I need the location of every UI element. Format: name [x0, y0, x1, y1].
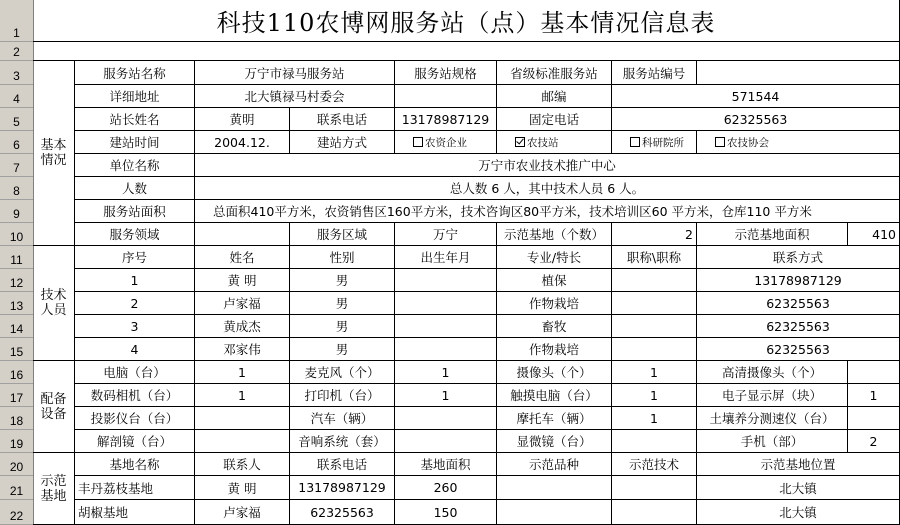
tech-cell-title[interactable]: [612, 292, 697, 315]
equip-label[interactable]: 显微镜（台）: [497, 430, 612, 453]
label-demo-area[interactable]: 示范基地面积: [697, 223, 848, 246]
build-mode-label: 科研院所: [642, 136, 684, 149]
row-number[interactable]: 3: [0, 61, 33, 85]
tech-cell-sex[interactable]: 男: [290, 315, 395, 338]
equip-value[interactable]: 2: [848, 430, 900, 453]
value-phone[interactable]: 13178987129: [395, 108, 497, 131]
tech-header[interactable]: 出生年月: [395, 246, 497, 269]
equip-label[interactable]: 麦克风（个）: [290, 361, 395, 384]
equip-label[interactable]: 摩托车（辆）: [497, 407, 612, 430]
tech-header[interactable]: 联系方式: [697, 246, 900, 269]
equip-value[interactable]: [848, 361, 900, 384]
demo-header[interactable]: 联系电话: [290, 453, 395, 476]
section-demo[interactable]: 示范 基地: [33, 453, 75, 525]
demo-cell-area[interactable]: 260: [395, 476, 497, 500]
tech-cell-no[interactable]: 4: [75, 338, 195, 361]
equip-label[interactable]: 触摸电脑（台）: [497, 384, 612, 407]
demo-header[interactable]: 示范技术: [612, 453, 697, 476]
equip-value[interactable]: [848, 407, 900, 430]
equip-label[interactable]: 手机（部）: [697, 430, 848, 453]
row-number[interactable]: 11: [0, 246, 33, 269]
row-number[interactable]: 19: [0, 430, 33, 453]
tech-header[interactable]: 序号: [75, 246, 195, 269]
equip-value[interactable]: 1: [612, 361, 697, 384]
section-equip[interactable]: 配备 设备: [33, 361, 75, 453]
label-phone[interactable]: 联系电话: [290, 108, 395, 131]
tech-cell-contact[interactable]: 62325563: [697, 338, 900, 361]
value-station-spec[interactable]: 省级标准服务站: [497, 61, 612, 85]
build-mode-checkbox[interactable]: [630, 135, 684, 150]
tech-cell-sex[interactable]: 男: [290, 338, 395, 361]
build-mode-label: 农技站: [527, 136, 559, 149]
equip-value[interactable]: [395, 430, 497, 453]
label-head-name[interactable]: 站长姓名: [75, 108, 195, 131]
row-number[interactable]: 22: [0, 500, 33, 525]
label-build-time[interactable]: 建站时间: [75, 131, 195, 154]
demo-header[interactable]: 基地面积: [395, 453, 497, 476]
build-mode-option[interactable]: [612, 131, 697, 154]
demo-cell-tech[interactable]: [612, 500, 697, 525]
label-unit-name[interactable]: 单位名称: [75, 154, 195, 177]
value-station-code[interactable]: [697, 61, 900, 85]
demo-cell-phone[interactable]: 13178987129: [290, 476, 395, 500]
demo-header[interactable]: 基地名称: [75, 453, 195, 476]
tech-cell-birth[interactable]: [395, 292, 497, 315]
demo-header[interactable]: 联系人: [195, 453, 290, 476]
demo-cell-contact[interactable]: 黄 明: [195, 476, 290, 500]
tech-cell-major[interactable]: 畜牧: [497, 315, 612, 338]
equip-label[interactable]: 解剖镜（台）: [75, 430, 195, 453]
value-station-area[interactable]: 总面积410平方米，农资销售区160平方米，技术咨询区80平方米，技术培训区60 平方米，仓库110 平方米: [195, 200, 900, 223]
tech-cell-no[interactable]: 1: [75, 269, 195, 292]
label-headcount[interactable]: 人数: [75, 177, 195, 200]
equip-label[interactable]: 高清摄像头（个）: [697, 361, 848, 384]
row-number[interactable]: 5: [0, 108, 33, 131]
label-station-code[interactable]: 服务站编号: [612, 61, 697, 85]
equip-value[interactable]: [612, 430, 697, 453]
equip-value[interactable]: [195, 407, 290, 430]
row-number[interactable]: 12: [0, 269, 33, 292]
tech-cell-birth[interactable]: [395, 315, 497, 338]
tech-cell-major[interactable]: 作物栽培: [497, 338, 612, 361]
demo-cell-name[interactable]: 胡椒基地: [75, 500, 195, 525]
label-service-region[interactable]: 服务区域: [290, 223, 395, 246]
demo-cell-location[interactable]: 北大镇: [697, 476, 900, 500]
row-number[interactable]: 15: [0, 338, 33, 361]
value-unit-name[interactable]: 万宁市农业技术推广中心: [195, 154, 900, 177]
demo-header[interactable]: 示范品种: [497, 453, 612, 476]
equip-label[interactable]: 打印机（台）: [290, 384, 395, 407]
section-basic[interactable]: 基本 情况: [33, 61, 75, 246]
row-number[interactable]: 21: [0, 476, 33, 500]
label-postcode[interactable]: 邮编: [497, 85, 612, 108]
equip-value[interactable]: [195, 430, 290, 453]
cell[interactable]: [395, 85, 497, 108]
checkbox-empty-icon[interactable]: [630, 137, 640, 147]
value-headcount[interactable]: 总人数 6 人，其中技术人员 6 人。: [195, 177, 900, 200]
build-mode-label: 农资企业: [425, 136, 467, 149]
demo-cell-contact[interactable]: 卢家福: [195, 500, 290, 525]
section-tech[interactable]: 技术 人员: [33, 246, 75, 361]
row-number[interactable]: 9: [0, 200, 33, 223]
tech-cell-name[interactable]: 黄成杰: [195, 315, 290, 338]
row-number[interactable]: 18: [0, 407, 33, 430]
label-service-field[interactable]: 服务领域: [75, 223, 195, 246]
tech-cell-name[interactable]: 邓家伟: [195, 338, 290, 361]
build-mode-label: 农技协会: [727, 136, 769, 149]
value-service-region[interactable]: 万宁: [395, 223, 497, 246]
demo-cell-variety[interactable]: [497, 500, 612, 525]
checkbox-empty-icon[interactable]: [715, 137, 725, 147]
equip-value[interactable]: 1: [195, 361, 290, 384]
row-number[interactable]: 8: [0, 177, 33, 200]
row-number[interactable]: 16: [0, 361, 33, 384]
build-mode-checkbox[interactable]: [413, 135, 467, 150]
row-number[interactable]: 10: [0, 223, 33, 246]
checkbox-empty-icon[interactable]: [413, 137, 423, 147]
label-demo-count[interactable]: 示范基地（个数）: [497, 223, 612, 246]
value-service-field[interactable]: [195, 223, 290, 246]
equip-label[interactable]: 土壤养分测速仪（台）: [697, 407, 848, 430]
equip-label[interactable]: 数码相机（台）: [75, 384, 195, 407]
tech-cell-title[interactable]: [612, 269, 697, 292]
value-demo-count[interactable]: 2: [612, 223, 697, 246]
build-mode-checkbox[interactable]: [515, 135, 559, 150]
equip-value[interactable]: 1: [612, 384, 697, 407]
tech-cell-no[interactable]: 2: [75, 292, 195, 315]
demo-cell-name[interactable]: 丰丹荔枝基地: [75, 476, 195, 500]
demo-cell-area[interactable]: 150: [395, 500, 497, 525]
equip-value[interactable]: [395, 407, 497, 430]
tech-cell-title[interactable]: [612, 338, 697, 361]
row-number[interactable]: 2: [0, 42, 33, 61]
tech-cell-name[interactable]: 卢家福: [195, 292, 290, 315]
tech-cell-sex[interactable]: 男: [290, 292, 395, 315]
build-mode-option[interactable]: [497, 131, 612, 154]
demo-cell-phone[interactable]: 62325563: [290, 500, 395, 525]
tech-cell-title[interactable]: [612, 315, 697, 338]
tech-cell-contact[interactable]: 62325563: [697, 292, 900, 315]
tech-cell-contact[interactable]: 13178987129: [697, 269, 900, 292]
label-landline[interactable]: 固定电话: [497, 108, 612, 131]
row-number[interactable]: 1: [0, 0, 33, 42]
row-number[interactable]: 6: [0, 131, 33, 154]
equip-label[interactable]: 电子显示屏（块）: [697, 384, 848, 407]
build-mode-option[interactable]: [697, 131, 900, 154]
row-number[interactable]: 7: [0, 154, 33, 177]
value-postcode[interactable]: 571544: [612, 85, 900, 108]
demo-cell-variety[interactable]: [497, 476, 612, 500]
value-station-name[interactable]: 万宁市禄马服务站: [195, 61, 395, 85]
equip-value[interactable]: 1: [195, 384, 290, 407]
equip-label[interactable]: 投影仪台（台）: [75, 407, 195, 430]
checkbox-checked-icon[interactable]: [515, 137, 525, 147]
label-address[interactable]: 详细地址: [75, 85, 195, 108]
equip-label[interactable]: 摄像头（个）: [497, 361, 612, 384]
value-demo-area[interactable]: 410: [848, 223, 900, 246]
label-station-area[interactable]: 服务站面积: [75, 200, 195, 223]
tech-cell-birth[interactable]: [395, 269, 497, 292]
tech-cell-sex[interactable]: 男: [290, 269, 395, 292]
row-number[interactable]: 14: [0, 315, 33, 338]
row-number[interactable]: 4: [0, 85, 33, 108]
value-head-name[interactable]: 黄明: [195, 108, 290, 131]
row-number[interactable]: 17: [0, 384, 33, 407]
label-build-mode[interactable]: 建站方式: [290, 131, 395, 154]
tech-cell-no[interactable]: 3: [75, 315, 195, 338]
equip-value[interactable]: 1: [612, 407, 697, 430]
tech-header[interactable]: 姓名: [195, 246, 290, 269]
equip-label[interactable]: 音响系统（套）: [290, 430, 395, 453]
row-number[interactable]: 13: [0, 292, 33, 315]
demo-cell-tech[interactable]: [612, 476, 697, 500]
tech-header[interactable]: 性别: [290, 246, 395, 269]
sheet-title[interactable]: 科技110农博网服务站（点）基本情况信息表: [33, 0, 900, 42]
value-build-time[interactable]: 2004.12.: [195, 131, 290, 154]
equip-value[interactable]: 1: [395, 384, 497, 407]
tech-header[interactable]: 专业/特长: [497, 246, 612, 269]
label-station-spec[interactable]: 服务站规格: [395, 61, 497, 85]
equip-label[interactable]: 汽车（辆）: [290, 407, 395, 430]
demo-cell-location[interactable]: 北大镇: [697, 500, 900, 525]
tech-cell-contact[interactable]: 62325563: [697, 315, 900, 338]
build-mode-checkbox[interactable]: [715, 135, 769, 150]
blank-row[interactable]: [33, 42, 900, 61]
tech-cell-name[interactable]: 黄 明: [195, 269, 290, 292]
build-mode-option[interactable]: [395, 131, 497, 154]
equip-label[interactable]: 电脑（台）: [75, 361, 195, 384]
equip-value[interactable]: 1: [395, 361, 497, 384]
label-station-name[interactable]: 服务站名称: [75, 61, 195, 85]
equip-value[interactable]: 1: [848, 384, 900, 407]
tech-cell-major[interactable]: 植保: [497, 269, 612, 292]
demo-header[interactable]: 示范基地位置: [697, 453, 900, 476]
tech-cell-birth[interactable]: [395, 338, 497, 361]
row-header-column: [0, 0, 34, 525]
tech-cell-major[interactable]: 作物栽培: [497, 292, 612, 315]
value-landline[interactable]: 62325563: [612, 108, 900, 131]
value-address[interactable]: 北大镇禄马村委会: [195, 85, 395, 108]
tech-header[interactable]: 职称\职称: [612, 246, 697, 269]
row-number[interactable]: 20: [0, 453, 33, 476]
